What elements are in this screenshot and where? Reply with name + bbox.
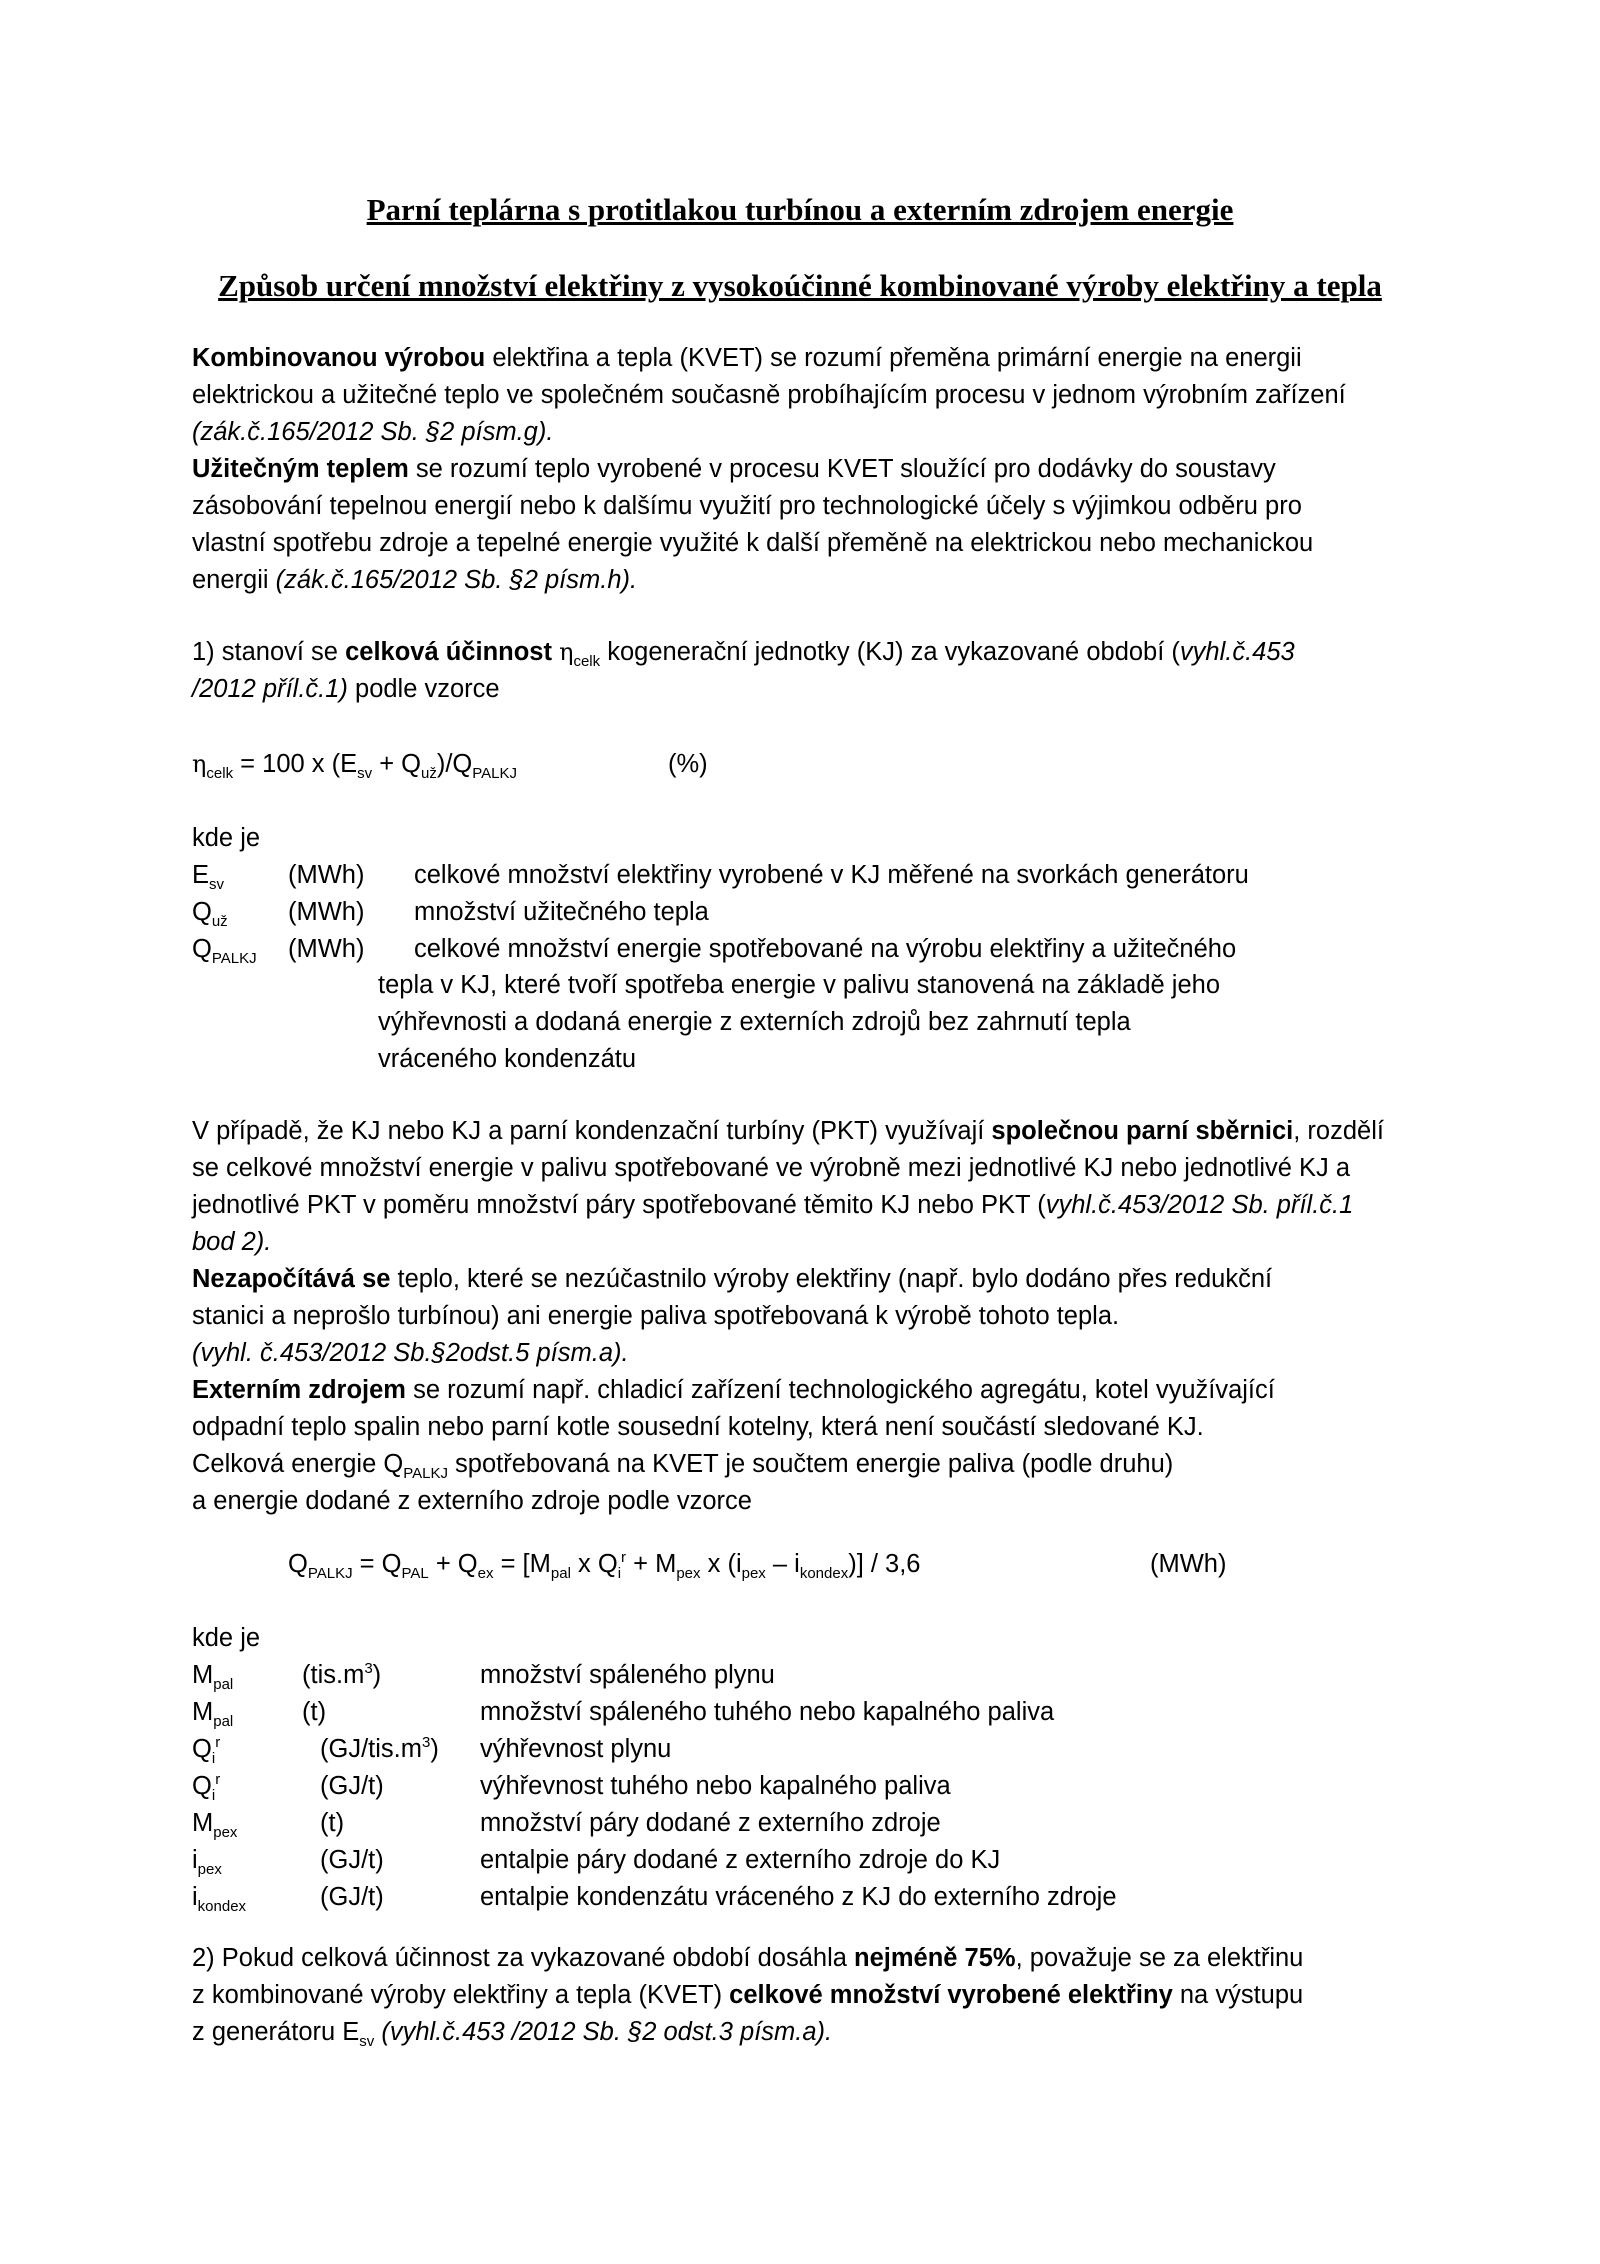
where-label-1: kde je <box>192 824 261 852</box>
step2-line-3: z generátoru $E_{sv}$ (vyhl.č.453 /2012 Sb. §2 odst.3 písm.a). <box>192 2018 833 2050</box>
kvet-line-2: elektrickou a užitečné teplo ve společném současně probíhajícím procesu v jednom výrobním zařízení <box>192 381 1346 409</box>
para3-line-2: stanici a neprošlo turbínou) ani energie paliva spotřebovaná k výrobě tohoto tepla. <box>192 1302 1120 1330</box>
variable-symbol: $Q_{PALKJ}$ <box>192 935 257 967</box>
document-subtitle: Způsob určení množství elektřiny z vysokoúčinné kombinované výroby elektřiny a tepla <box>218 268 1382 303</box>
para2-line-1: V případě, že KJ nebo KJ a parní kondenzační turbíny (PKT) využívají společnou parní sběrnici, rozdělí <box>192 1117 1384 1145</box>
step2-line-1: 2) Pokud celková účinnost za vykazované období dosáhla nejméně 75%, považuje se za elektřinu <box>192 1944 1304 1972</box>
variable-description: výhřevnost plynu <box>480 1735 672 1763</box>
variable-unit: (t) <box>320 1809 345 1837</box>
heat-line-4: energii (zák.č.165/2012 Sb. §2 písm.h). <box>192 566 638 594</box>
variable-symbol: $Q_i^r$ <box>192 1771 221 1804</box>
para2-line-2: se celkové množství energie v palivu spotřebované ve výrobně mezi jednotlivé KJ nebo jednotlivé KJ a <box>192 1154 1351 1182</box>
para4-line-2: odpadní teplo spalin nebo parní kotle sousední kotelny, která není součástí sledované KJ. <box>192 1413 1204 1441</box>
step2-line-2: z kombinované výroby elektřiny a tepla (KVET) celkové množství vyrobené elektřiny na výstupu <box>192 1981 1304 2009</box>
variable-symbol: $Q_{už}$ <box>192 898 228 930</box>
eta-symbol: η <box>559 638 574 666</box>
variable-description: množství spáleného plynu <box>480 1661 775 1689</box>
variable-symbol: $M_{pex}$ <box>192 1809 238 1841</box>
qpalkj-desc-cont-3: vráceného kondenzátu <box>378 1045 637 1073</box>
heat-line-1: Užitečným teplem se rozumí teplo vyrobené v procesu KVET sloužící pro dodávky do soustavy <box>192 455 1276 483</box>
variable-symbol: $E_{sv}$ <box>192 861 225 893</box>
variable-symbol: $Q_i^r$ <box>192 1734 221 1767</box>
heat-reference: (zák.č.165/2012 Sb. §2 písm.h). <box>275 566 638 594</box>
variable-description: množství spáleného tuhého nebo kapalného paliva <box>480 1698 1055 1726</box>
energy-formula-expression: $Q_{PALKJ} = Q_{PAL} + Q_{ex} = [M_{pal}$ x $Q_i^r + M_{pex}$ x $(i_{pex} - i_{kondex})] / 3,6$ <box>288 1549 921 1582</box>
heat-line-2: zásobování tepelnou energií nebo k dalšímu využití pro technologické účely s výjimkou odběru pro <box>192 492 1302 520</box>
step1-line-2: /2012 příl.č.1) podle vzorce <box>192 675 500 703</box>
heat-line-3: vlastní spotřebu zdroje a tepelné energie využité k další přeměně na elektrickou nebo mechanickou <box>192 529 1314 557</box>
variable-description: entalpie páry dodané z externího zdroje do KJ <box>480 1846 1001 1874</box>
variable-description: entalpie kondenzátu vráceného z KJ do externího zdroje <box>480 1883 1117 1911</box>
variable-unit: (GJ/t) <box>320 1772 384 1800</box>
para3-line-1: Nezapočítává se teplo, které se nezúčastnilo výroby elektřiny (např. bylo dodáno přes redukční <box>192 1265 1273 1293</box>
qpalkj-desc-cont-1: tepla v KJ, které tvoří spotřeba energie v palivu stanovená na základě jeho <box>378 971 1221 999</box>
where-label-2: kde je <box>192 1624 261 1652</box>
variable-unit: (t) <box>302 1698 327 1726</box>
para4-line-3: Celková energie $Q_{PALKJ}$ spotřebovaná na KVET je součtem energie paliva (podle druhu) <box>192 1450 1174 1482</box>
variable-unit: $(GJ/tis.m^3)$ <box>320 1734 439 1763</box>
para4-line-1: Externím zdrojem se rozumí např. chladicí zařízení technologického agregátu, kotel využívající <box>192 1376 1275 1404</box>
variable-description: množství páry dodané z externího zdroje <box>480 1809 941 1837</box>
variable-unit: (MWh) <box>288 935 365 963</box>
variable-symbol: $M_{pal}$ <box>192 1661 234 1693</box>
step1-line-1: 1) stanoví se celková účinnost $\eta_{celk}$ kogenerační jednotky (KJ) za vykazované období (vyhl.č.453 <box>192 638 1295 670</box>
variable-description: celkové množství elektřiny vyrobené v KJ měřené na svorkách generátoru <box>414 861 1249 889</box>
energy-formula-unit: (MWh) <box>1150 1550 1227 1578</box>
variable-description: výhřevnost tuhého nebo kapalného paliva <box>480 1772 951 1800</box>
para2-line-3: jednotlivé PKT v poměru množství páry spotřebované těmito KJ nebo PKT (vyhl.č.453/2012 Sb. příl.č.1 <box>192 1191 1354 1219</box>
variable-unit: (MWh) <box>288 861 365 889</box>
document-title: Parní teplárna s protitlakou turbínou a externím zdrojem energie <box>366 192 1234 227</box>
para4-line-4: a energie dodané z externího zdroje podle vzorce <box>192 1487 752 1515</box>
kvet-reference: (zák.č.165/2012 Sb. §2 písm.g). <box>192 418 554 446</box>
qpalkj-desc-cont-2: výhřevnosti a dodaná energie z externích zdrojů bez zahrnutí tepla <box>378 1008 1131 1036</box>
efficiency-formula-unit: (%) <box>668 750 708 778</box>
variable-unit: (GJ/t) <box>320 1883 384 1911</box>
kvet-term: Kombinovanou výrobou <box>192 344 486 372</box>
kvet-line-1: Kombinovanou výrobou elektřina a tepla (KVET) se rozumí přeměna primární energie na energii <box>192 344 1302 372</box>
variable-unit: $(tis.m^3)$ <box>302 1660 382 1689</box>
heat-term: Užitečným teplem <box>192 455 409 483</box>
variable-symbol: $i_{kondex}$ <box>192 1883 247 1915</box>
para3-reference: (vyhl. č.453/2012 Sb.§2odst.5 písm.a). <box>192 1339 629 1367</box>
variable-symbol: $i_{pex}$ <box>192 1846 222 1878</box>
variable-description: množství užitečného tepla <box>414 898 709 926</box>
variable-symbol: $M_{pal}$ <box>192 1698 234 1730</box>
variable-unit: (MWh) <box>288 898 365 926</box>
para2-line-4: bod 2). <box>192 1228 272 1256</box>
variable-unit: (GJ/t) <box>320 1846 384 1874</box>
efficiency-formula-expression: $\eta_{celk} = 100$ x $(E_{sv} + Q_{už})/Q_{PALKJ}$ <box>192 750 518 782</box>
variable-description: celkové množství energie spotřebované na výrobu elektřiny a užitečného <box>414 935 1237 963</box>
